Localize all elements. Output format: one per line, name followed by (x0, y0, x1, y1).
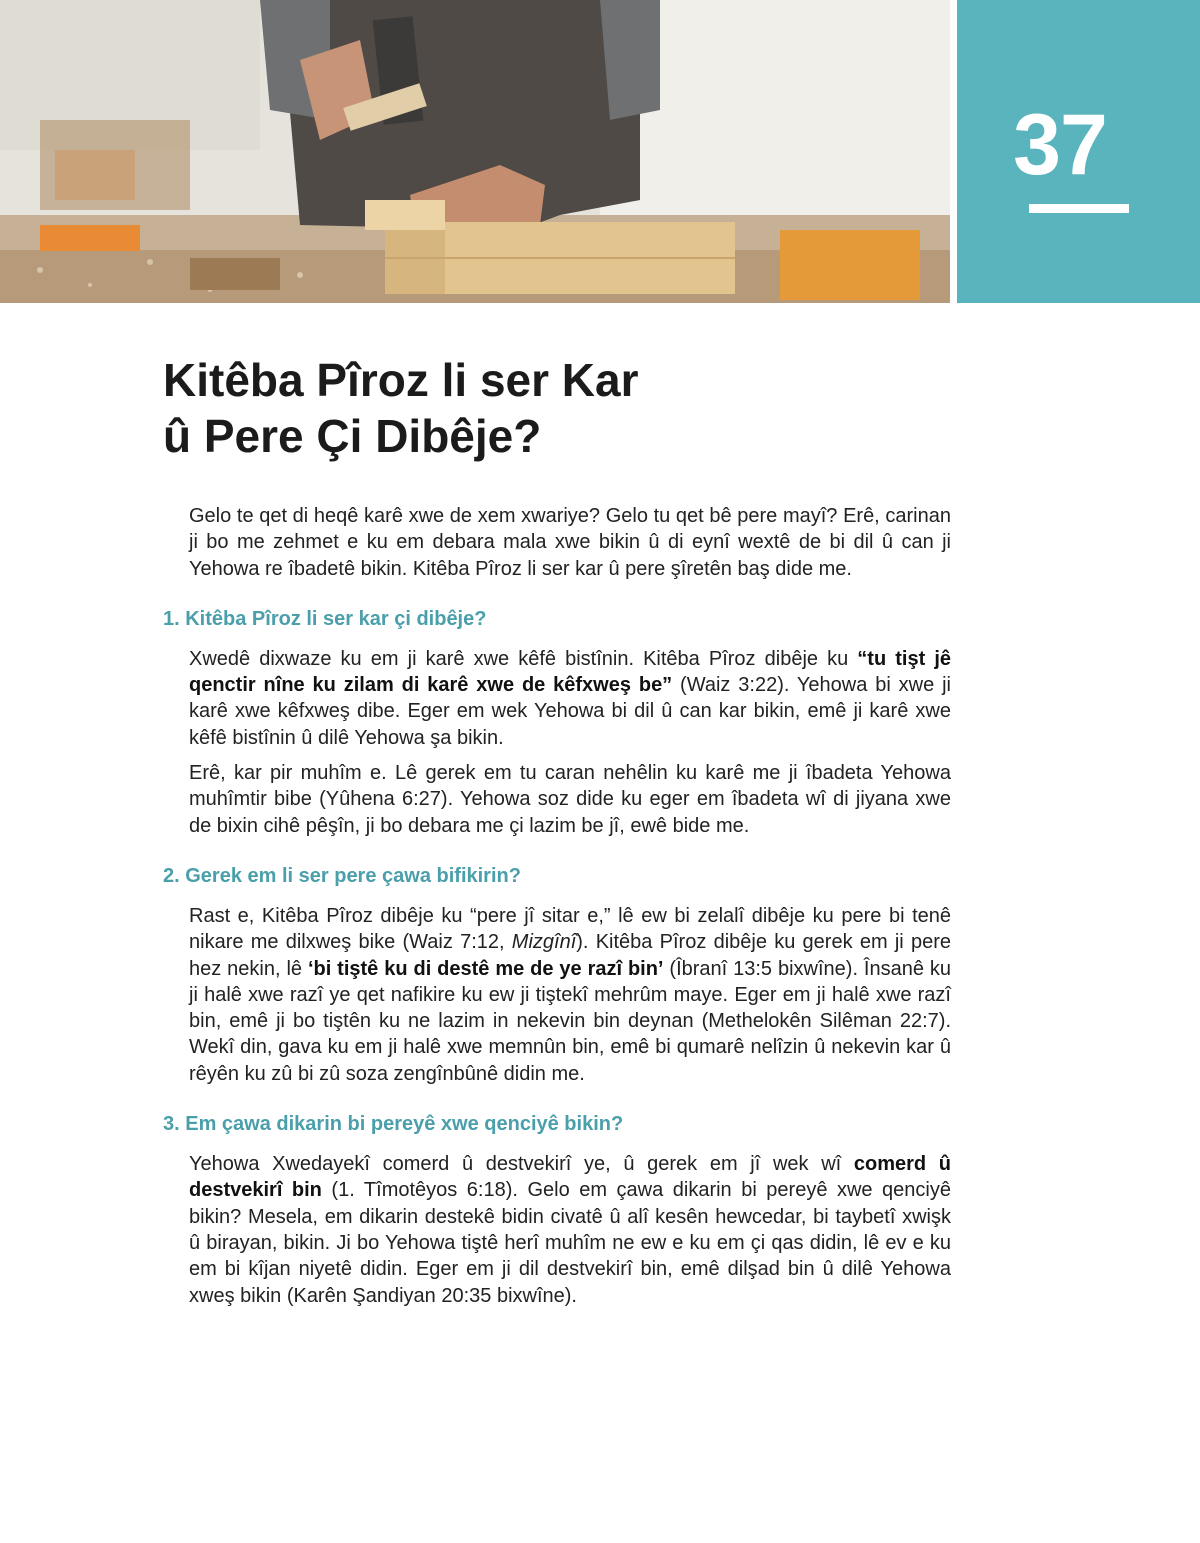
page-title-line-2: û Pere Çi Dibêje? (163, 410, 542, 462)
section-1-paragraph-2: Erê, kar pir muhîm e. Lê gerek em tu caran nehêlin ku karê me ji îbadeta Yehowa muhîmtir bibe (Yûhena 6:27). Yehowa soz dide ku eger em îbadeta wî di jiyana xwe de bixin cihê pêşîn, ji bo debara me çi lazim be jî, ewê bide me. (189, 762, 951, 837)
emphasis-text: comerd û destvekirî bin (189, 1153, 951, 1202)
emphasis-text: ‘bi tiştê ku di destê me de ye razî bin’ (307, 957, 664, 980)
text-run: Yehowa Xwedayekî comerd û destvekirî ye, û gerek em jî wek wî (189, 1153, 854, 1176)
section-3-paragraph-1 (163, 1151, 951, 1309)
page-title-line-1: Kitêba Pîroz li ser Kar (163, 354, 639, 406)
section-1-heading: 1. Kitêba Pîroz li ser kar çi dibêje? (163, 607, 487, 630)
text-run: (Waiz 3:22). Yehowa bi xwe ji karê xwe kêfxweş dibe. Eger em wek Yehowa bi dil û can kar bikin, emê ji karê xwe kêfê bistînin û dilê Yehowa şa bikin. (189, 674, 951, 749)
lesson-number-panel (957, 0, 1200, 303)
lesson-number: 37 (1013, 97, 1107, 193)
section-2-heading: 2. Gerek em li ser pere çawa bifikirin? (163, 864, 521, 887)
section-1-paragraph-1 (163, 646, 951, 751)
carpenter-hammering-illustration (0, 0, 950, 303)
lesson-content (163, 503, 951, 1318)
section-2-paragraph-1 (163, 903, 951, 1087)
text-run: ). Kitêba Pîroz dibêje ku gerek em ji pere hez nekin, lê (189, 931, 951, 980)
page-title (163, 352, 923, 464)
intro-paragraph: Gelo te qet di heqê karê xwe de xem xwariye? Gelo tu qet bê pere mayî? Erê, carinan ji bo me zehmet e ku em debara mala xwe bikin û di eynî wextê de bi dil û can ji Yehowa re îbadetê bikin. Kitêba Pîroz li ser kar û pere şîretên baş dide me. (189, 505, 951, 580)
text-run: Rast e, Kitêba Pîroz dibêje ku “pere jî sitar e,” lê ew bi zelalî dibêje ku pere bi tenê nikare me dilxweş bike (Waiz 7:12, (189, 904, 951, 954)
text-run: (Îbranî 13:5 bixwîne). Însanê ku ji halê xwe razî ye qet nafikire ku ew ji tiştekî mehrûm maye. Eger em ji halê xwe razî bin, emê ji bo tiştên ku ne lazim in nekevin bin deynan (Methelokên Silêman 22:7). Wekî din, gava ku em ji halê xwe memnûn bin, emê bi qumarê nelîzin û nekevin kar û rêyên ku zû bi zû soza zengînbûnê didin me. (189, 957, 952, 1085)
text-run: (1. Tîmotêyos 6:18). Gelo em çawa dikarin bi pereyê xwe qenciyê bikin? Mesela, em dikarin destekê bidin civatê û alî kesên hewcedar, bi taybetî xwişk û birayan, bikin. Ji bo Yehowa tiştê herî muhîm ne ew e ku em çi qas didin, lê ev e ku em bi kîjan niyetê didin. Eger em ji dil destvekirî bin, emê dilşad bin û dilê Yehowa xweş bikin (Karên Şandiyan 20:35 bixwîne). (189, 1179, 951, 1307)
text-run: Xwedê dixwaze ku em ji karê xwe kêfê bistînin. Kitêba Pîroz dibêje ku (189, 647, 858, 670)
section-3-heading: 3. Em çawa dikarin bi pereyê xwe qenciyê bikin? (163, 1113, 624, 1136)
emphasis-text: “tu tişt jê qenctir nîne ku zilam di karê xwe de kêfxweş be” (189, 647, 952, 697)
lesson-number-underline (1029, 204, 1129, 213)
italic-text: Mizgînî (511, 931, 577, 954)
header-photo (0, 0, 950, 303)
